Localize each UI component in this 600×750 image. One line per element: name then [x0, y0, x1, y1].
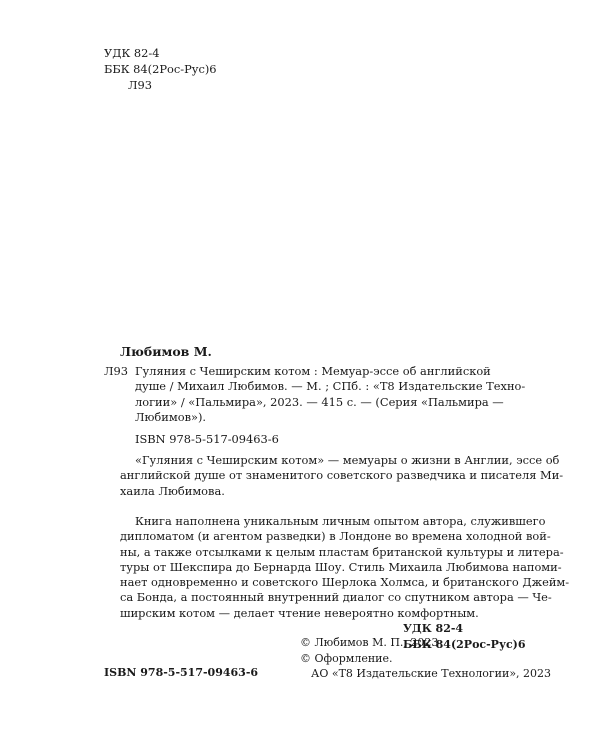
annotation-line: английской душе от знаменитого советского разведчика и писателя Ми- — [120, 468, 564, 483]
catalog-isbn: ISBN 978-5-517-09463-6 — [135, 432, 279, 446]
annotation-line: «Гуляния с Чеширским котом» — мемуары о жизни в Англии, эссе об — [135, 453, 560, 467]
classification-codes-top — [104, 45, 217, 93]
bbk-code-bottom: ББК 84(2Рос-Рус)6 — [403, 637, 526, 651]
description-line: Любимов»). — [135, 409, 207, 424]
description-line: логии» / «Пальмира», 2023. — 415 с. — (Серия «Пальмира — — [135, 394, 504, 409]
annotation-line: нает одновременно и советского Шерлока Холмса, и британского Джейм- — [120, 575, 570, 590]
catalog-author-mark: Л93 — [104, 364, 128, 378]
annotation-line: са Бонда, а постоянный внутренний диалог со спутником автора — Че- — [120, 590, 552, 605]
bbk-code: ББК 84(2Рос-Рус)6 — [104, 62, 217, 76]
annotation-line: ширским котом — делает чтение невероятно комфортным. — [120, 605, 479, 620]
description-line: душе / Михаил Любимов. — М. ; СПб. : «Т8 Издательские Техно- — [135, 379, 526, 394]
annotation-line: ны, а также отсылками к целым пластам британской культуры и литера- — [120, 544, 564, 559]
annotation-line: Книга наполнена уникальным личным опытом автора, служившего — [135, 514, 546, 528]
copyright-author: © Любимов М. П., 2023 — [300, 636, 439, 649]
copyright-notices — [300, 635, 551, 682]
annotation-line: дипломатом (и агентом разведки) в Лондоне во времена холодной вой- — [120, 529, 551, 544]
copyright-design: © Оформление. — [300, 651, 393, 665]
catalog-author: Любимов М. — [120, 344, 212, 359]
udk-code: УДК 82-4 — [104, 46, 160, 60]
annotation-line: хаила Любимова. — [120, 483, 225, 498]
annotation-line: туры от Шекспира до Бернарда Шоу. Стиль Михаила Любимова напоми- — [120, 559, 562, 574]
annotation-paragraph-1 — [120, 453, 564, 499]
udk-code-bottom: УДК 82-4 — [403, 622, 464, 635]
annotation-paragraph-2 — [120, 514, 570, 621]
footer-isbn: ISBN 978-5-517-09463-6 — [104, 666, 259, 679]
description-line: Гуляния с Чеширским котом : Мемуар-эссе об английской — [135, 364, 491, 378]
copyright-publisher: АО «Т8 Издательские Технологии», 2023 — [311, 667, 552, 680]
bibliographic-description — [135, 364, 526, 425]
author-mark: Л93 — [128, 78, 152, 92]
